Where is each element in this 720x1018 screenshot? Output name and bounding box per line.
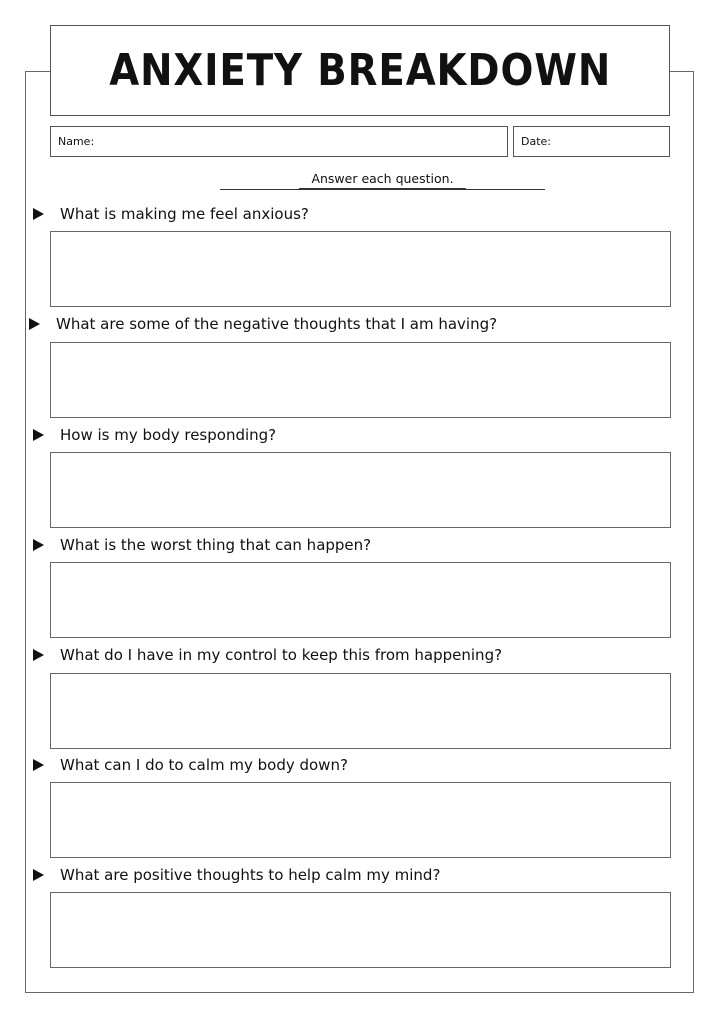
arrow-right-icon (33, 649, 44, 661)
question-2 (29, 315, 497, 333)
question-3 (33, 426, 276, 444)
page-title: ANXIETY BREAKDOWN (109, 45, 611, 96)
date-label: Date: (521, 135, 551, 148)
question-text: What is making me feel anxious? (60, 205, 309, 223)
answer-box-5[interactable] (50, 673, 671, 749)
answer-box-3[interactable] (50, 452, 671, 528)
date-field[interactable] (513, 126, 670, 157)
question-7 (33, 866, 440, 884)
name-field[interactable] (50, 126, 508, 157)
arrow-right-icon (33, 869, 44, 881)
answer-box-1[interactable] (50, 231, 671, 307)
answer-box-7[interactable] (50, 892, 671, 968)
question-text: What can I do to calm my body down? (60, 756, 348, 774)
instruction (220, 168, 545, 192)
question-1 (33, 205, 309, 223)
arrow-right-icon (33, 759, 44, 771)
title-box (50, 25, 670, 116)
instruction-text: Answer each question. (299, 171, 465, 189)
arrow-right-icon (33, 539, 44, 551)
answer-box-4[interactable] (50, 562, 671, 638)
instruction-underline (220, 189, 545, 190)
name-label: Name: (58, 135, 95, 148)
answer-box-2[interactable] (50, 342, 671, 418)
question-text: What do I have in my control to keep this from happening? (60, 646, 503, 664)
arrow-right-icon (33, 429, 44, 441)
arrow-right-icon (33, 208, 44, 220)
question-text: How is my body responding? (60, 426, 277, 444)
answer-box-6[interactable] (50, 782, 671, 858)
question-text: What is the worst thing that can happen? (60, 536, 372, 554)
arrow-right-icon (29, 318, 40, 330)
question-4 (33, 536, 371, 554)
question-6 (33, 756, 348, 774)
question-text: What are positive thoughts to help calm my mind? (60, 866, 441, 884)
question-5 (33, 646, 502, 664)
question-text: What are some of the negative thoughts that I am having? (56, 315, 498, 333)
